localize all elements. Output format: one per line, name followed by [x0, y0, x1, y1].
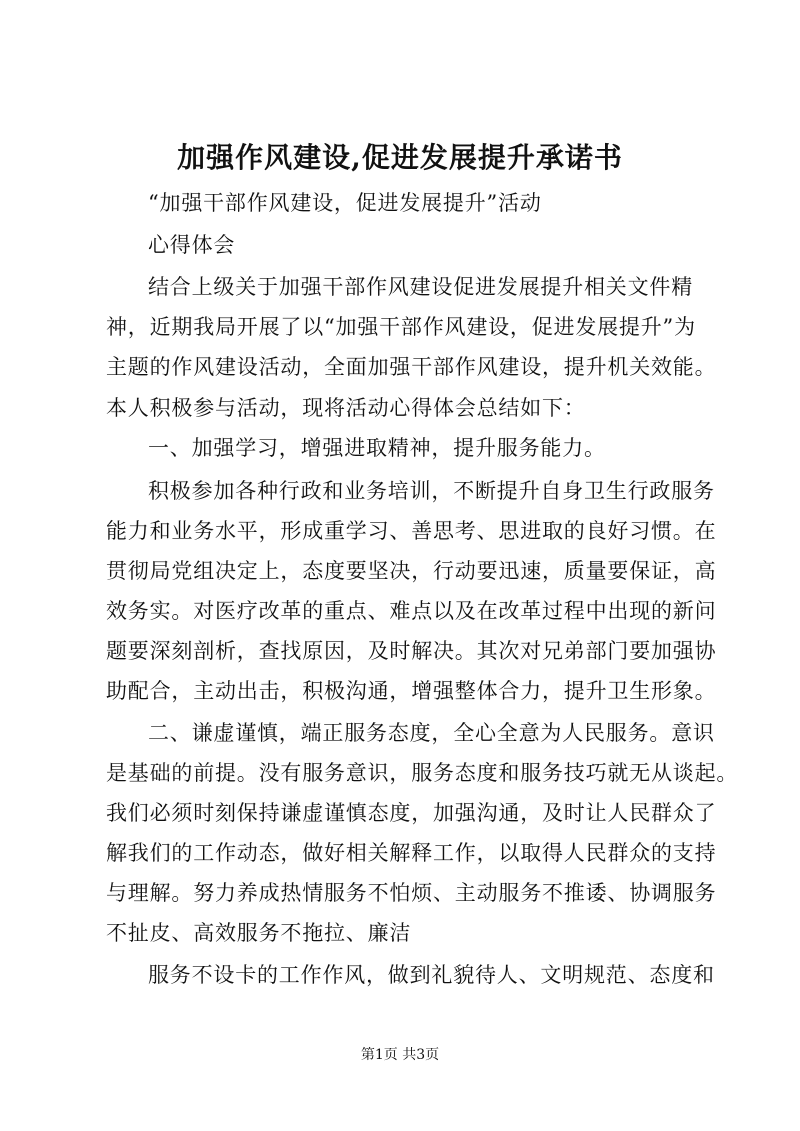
page-footer: 第1页 共3页 — [360, 1047, 440, 1063]
paragraph-3-line-3: 我们必须时刻保持谦虚谨慎态度，加强沟通，及时让人民群众了 — [106, 801, 717, 825]
paragraph-4-line-1: 服务不设卡的工作作风，做到礼貌待人、文明规范、态度和 — [148, 963, 715, 987]
paragraph-2-line-5: 题要深刻剖析，查找原因，及时解决。其次对兄弟部门要加强协 — [106, 639, 717, 663]
paragraph-1-line-2: 神，近期我局开展了以“加强干部作风建设，促进发展提升”为 — [106, 315, 696, 339]
paragraph-3-line-5: 与理解。努力养成热情服务不怕烦、主动服务不推诿、协调服务 — [106, 881, 717, 905]
paragraph-1-line-3: 主题的作风建设活动，全面加强干部作风建设，提升机关效能。 — [106, 355, 717, 379]
paragraph-1-line-1: 结合上级关于加强干部作风建设促进发展提升相关文件精 — [148, 275, 693, 299]
paragraph-2-line-3: 贯彻局党组决定上，态度要坚决，行动要迅速，质量要保证，高 — [106, 559, 717, 583]
subtitle-line-2: 心得体会 — [148, 233, 236, 257]
paragraph-3-line-2: 是基础的前提。没有服务意识，服务态度和服务技巧就无从谈起。 — [106, 761, 739, 785]
subtitle-line: “加强干部作风建设，促进发展提升”活动 — [148, 191, 542, 215]
paragraph-3-line-6: 不扯皮、高效服务不拖拉、廉洁 — [106, 921, 412, 945]
paragraph-2-line-6: 助配合，主动出击，积极沟通，增强整体合力，提升卫生形象。 — [106, 679, 717, 703]
paragraph-2-line-4: 效务实。对医疗改革的重点、难点以及在改革过程中出现的新问 — [106, 599, 717, 623]
paragraph-3-line-1: 二、谦虚谨慎，端正服务态度，全心全意为人民服务。意识 — [148, 721, 715, 745]
document-title: 加强作风建设,促进发展提升承诺书 — [177, 141, 623, 174]
paragraph-2-line-1: 积极参加各种行政和业务培训，不断提升自身卫生行政服务 — [148, 479, 715, 503]
paragraph-2-line-2: 能力和业务水平，形成重学习、善思考、思进取的良好习惯。在 — [106, 519, 717, 543]
paragraph-1-line-4: 本人积极参与活动，现将活动心得体会总结如下： — [106, 396, 586, 420]
paragraph-3-line-4: 解我们的工作动态，做好相关解释工作，以取得人民群众的支持 — [106, 841, 717, 865]
section-heading-1: 一、加强学习，增强进取精神，提升服务能力。 — [148, 436, 606, 460]
